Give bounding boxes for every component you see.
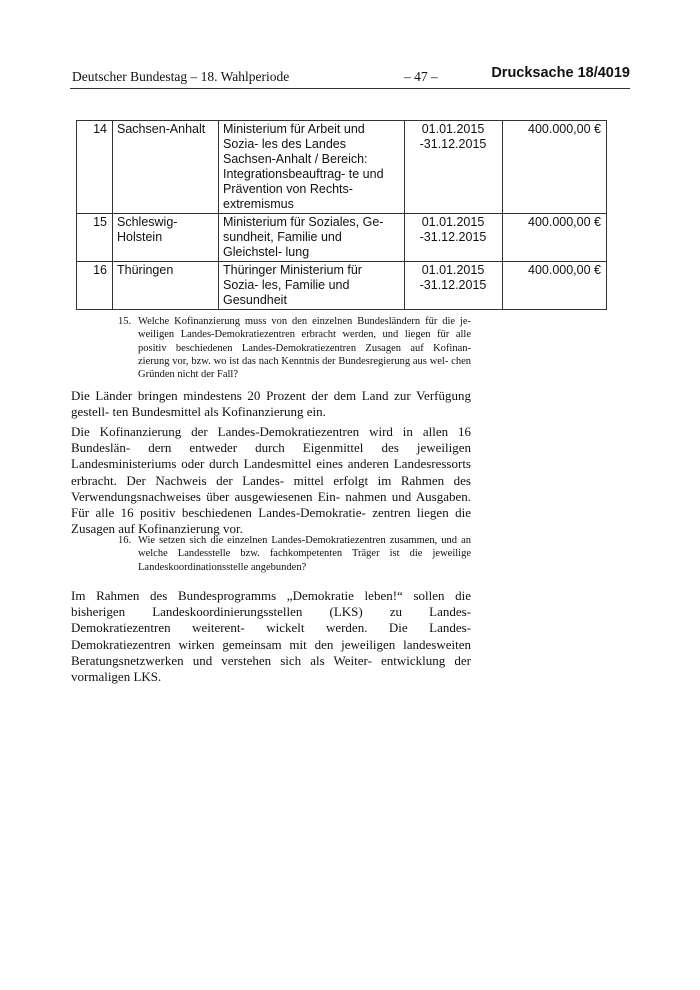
cell-ministerium: Ministerium für Arbeit und Sozia- les des Landes Sachsen-Anhalt / Bereich: Integrationsbeauftrag- te und Prävention von Rechts- extremismus	[219, 121, 405, 214]
doc-number: 4019	[597, 65, 630, 81]
cell-land: Thüringen	[113, 262, 219, 310]
cell-zeitraum: 01.01.2015 -31.12.2015	[405, 214, 503, 262]
table-row	[77, 121, 607, 214]
cell-zeitraum: 01.01.2015 -31.12.2015	[405, 262, 503, 310]
header-publication: Deutscher Bundestag – 18. Wahlperiode	[72, 69, 290, 84]
answer-15-paragraph-1: Die Länder bringen mindestens 20 Prozent der dem Land zur Verfügung gestell- ten Bundesmittel als Kofinanzierung ein.	[71, 388, 471, 420]
cell-land: Schleswig-Holstein	[113, 214, 219, 262]
question-number: 16.	[118, 535, 132, 546]
question-text: Welche Kofinanzierung muss von den einzelnen Bundesländern für die je- weiligen Landes-Demokratiezentren erbracht werden, und liegen für alle positiv beschiedenen Landes-Demokratiezentren Zusagen auf Kofinan- zierung vor, bzw. wo ist das nach Kenntnis der Bundesregierung aus wel- chen Gründen nicht der Fall?	[138, 316, 471, 381]
table-row	[77, 214, 607, 262]
cell-ministerium: Thüringer Ministerium für Sozia- les, Familie und Gesundheit	[219, 262, 405, 310]
cell-zeitraum: 01.01.2015 -31.12.2015	[405, 121, 503, 214]
cell-nr: 16	[77, 262, 113, 310]
cell-land: Sachsen-Anhalt	[113, 121, 219, 214]
question-16	[118, 534, 471, 574]
question-15	[118, 315, 471, 381]
answer-15-paragraph-2: Die Kofinanzierung der Landes-Demokratiezentren wird in allen 16 Bundeslän- dern entweder durch Eigenmittel des jeweiligen Landesministeriums oder durch Landesmittel eines anderen Landesressorts erbracht. Der Nachweis der Landes- mittel erfolgt im Rahmen des Verwendungsnachweises über ausgewiesenen Ein- nahmen und Ausgaben. Für alle 16 positiv beschiedenen Landes-Demokratie- zentren liegen die Zusagen auf Kofinanzierung vor.	[71, 424, 471, 537]
page-header	[70, 65, 630, 89]
question-number: 15.	[118, 316, 132, 327]
funding-table	[76, 120, 607, 310]
cell-nr: 14	[77, 121, 113, 214]
cell-betrag: 400.000,00 €	[503, 214, 607, 262]
question-text: Wie setzen sich die einzelnen Landes-Demokratiezentren zusammen, und an welche Landesstelle bzw. fachkompetenten Träger ist die jeweilige Landeskoordinationsstelle angebunden?	[138, 535, 471, 573]
answer-16-paragraph-1: Im Rahmen des Bundesprogramms „Demokratie leben!“ sollen die bisherigen Landeskoordinierungsstellen (LKS) zu Landes-Demokratiezentren weiterent- wickelt werden. Die Landes-Demokratiezentren wirken gemeinsam mit den jeweiligen landesweiten Beratungsnetzwerken und verstehen sich als Weiter- entwicklung der vormaligen LKS.	[71, 588, 471, 685]
cell-nr: 15	[77, 214, 113, 262]
cell-ministerium: Ministerium für Soziales, Ge- sundheit, Familie und Gleichstel- lung	[219, 214, 405, 262]
cell-betrag: 400.000,00 €	[503, 262, 607, 310]
document-number	[491, 65, 630, 81]
doc-label: Drucksache 18/	[491, 65, 598, 81]
cell-betrag: 400.000,00 €	[503, 121, 607, 214]
table-row	[77, 262, 607, 310]
page-number: – 47 –	[404, 69, 438, 84]
